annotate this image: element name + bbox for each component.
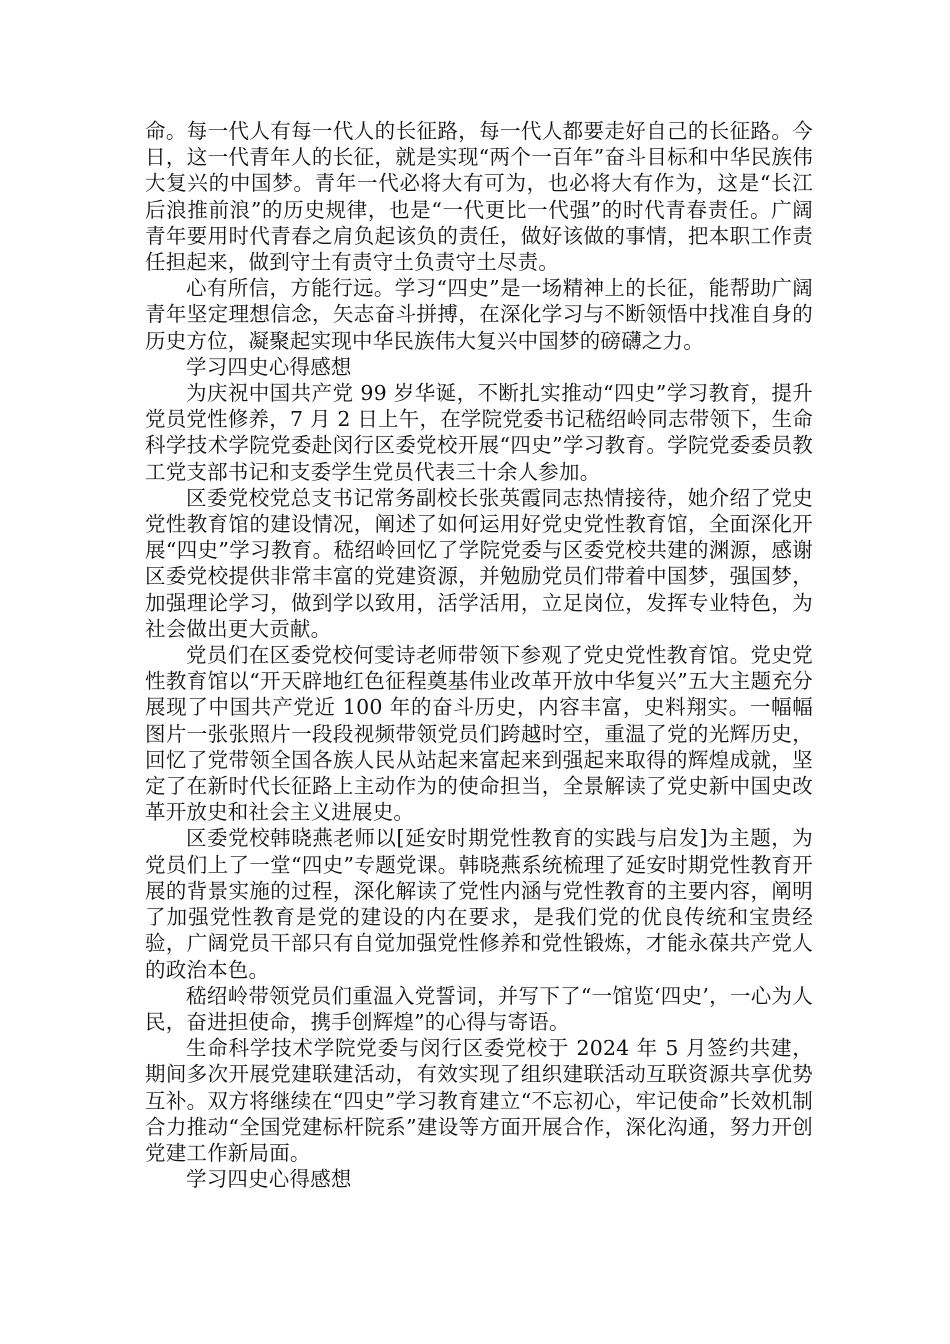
paragraph-continued: 命。每一代人有每一代人的长征路，每一代人都要走好自己的长征路。今日，这一代青年人的长征，就是实现“两个一百年”奋斗目标和中华民族伟大复兴的中国梦。青年一代必将大有可为，也必将大有作为，这是“长江后浪推前浪”的历史规律，也是“一代更比一代强”的时代青春责任。广阔青年要用时代青春之肩负起该负的责任，做好该做的事情，把本职工作责任担起来，做到守土有责守土负责守土尽责。 bbox=[145, 119, 813, 275]
paragraph-reception: 区委党校党总支书记常务副校长张英霞同志热情接待，她介绍了党史党性教育馆的建设情况，阐述了如何运用好党史党性教育馆，全面深化开展“四史”学习教育。嵇绍岭回忆了学院党委与区委党校共建的渊源，感谢区委党校提供非常丰富的党建资源，并勉励党员们带着中国梦，强国梦，加强理论学习，做到学以致用，活学活用，立足岗位，发挥专业特色，为社会做出更大贡献。 bbox=[145, 485, 813, 641]
paragraph-faith: 心有所信，方能行远。学习“四史”是一场精神上的长征，能帮助广阔青年坚定理想信念，矢志奋斗拼搏，在深化学习与不断领悟中找准自身的历史方位，凝聚起实现中华民族伟大复兴中国梦的磅礴之力。 bbox=[145, 276, 813, 353]
paragraph-oath: 嵇绍岭带领党员们重温入党誓词，并写下了“一馆览‘四史’，一心为人民，奋进担使命，携手创辉煌”的心得与寄语。 bbox=[145, 983, 813, 1034]
paragraph-cooperation: 生命科学技术学院党委与闵行区委党校于 2024 年 5 月签约共建，期间多次开展党建联建活动，有效实现了组织建联活动互联资源共享优势互补。双方将继续在“四史”学习教育建立“不忘初心，牢记使命”长效机制合力推动“全国党建标杆院系”建设等方面开展合作，深化沟通，努力开创党建工作新局面。 bbox=[145, 1036, 813, 1165]
paragraph-lecture: 区委党校韩晓燕老师以[延安时期党性教育的实践与启发]为主题，为党员们上了一堂“四史”专题党课。韩晓燕系统梳理了延安时期党性教育开展的背景实施的过程，深化解读了党性内涵与党性教育的主要内容，阐明了加强党性教育是党的建设的内在要求，是我们党的优良传统和宝贵经验，广阔党员干部只有自觉加强党性修养和党性锻炼，才能永葆共产党人的政治本色。 bbox=[145, 826, 813, 982]
paragraph-celebration: 为庆祝中国共产党 99 岁华诞，不断扎实推动“四史”学习教育，提升党员党性修养，7 月 2 日上午，在学院党委书记嵇绍岭同志带领下，生命科学技术学院党委赴闵行区委党校开展“四史”学习教育。学院党委委员教工党支部书记和支委学生党员代表三十余人参加。 bbox=[145, 381, 813, 484]
section-heading-2: 学习四史心得感想 bbox=[186, 1167, 352, 1192]
paragraph-visit: 党员们在区委党校何雯诗老师带领下参观了党史党性教育馆。党史党性教育馆以“开天辟地红色征程奠基伟业改革开放中华复兴”五大主题充分展现了中国共产党近 100 年的奋斗历史，内容丰富，史料翔实。一幅幅图片一张张照片一段段视频带领党员们跨越时空，重温了党的光辉历史，回忆了党带领全国各族人民从站起来富起来到强起来取得的辉煌成就，坚定了在新时代长征路上主动作为的使命担当，全景解读了党史新中国史改革开放史和社会主义进展史。 bbox=[145, 643, 813, 825]
document-page bbox=[145, 118, 813, 1192]
section-heading: 学习四史心得感想 bbox=[186, 354, 352, 379]
